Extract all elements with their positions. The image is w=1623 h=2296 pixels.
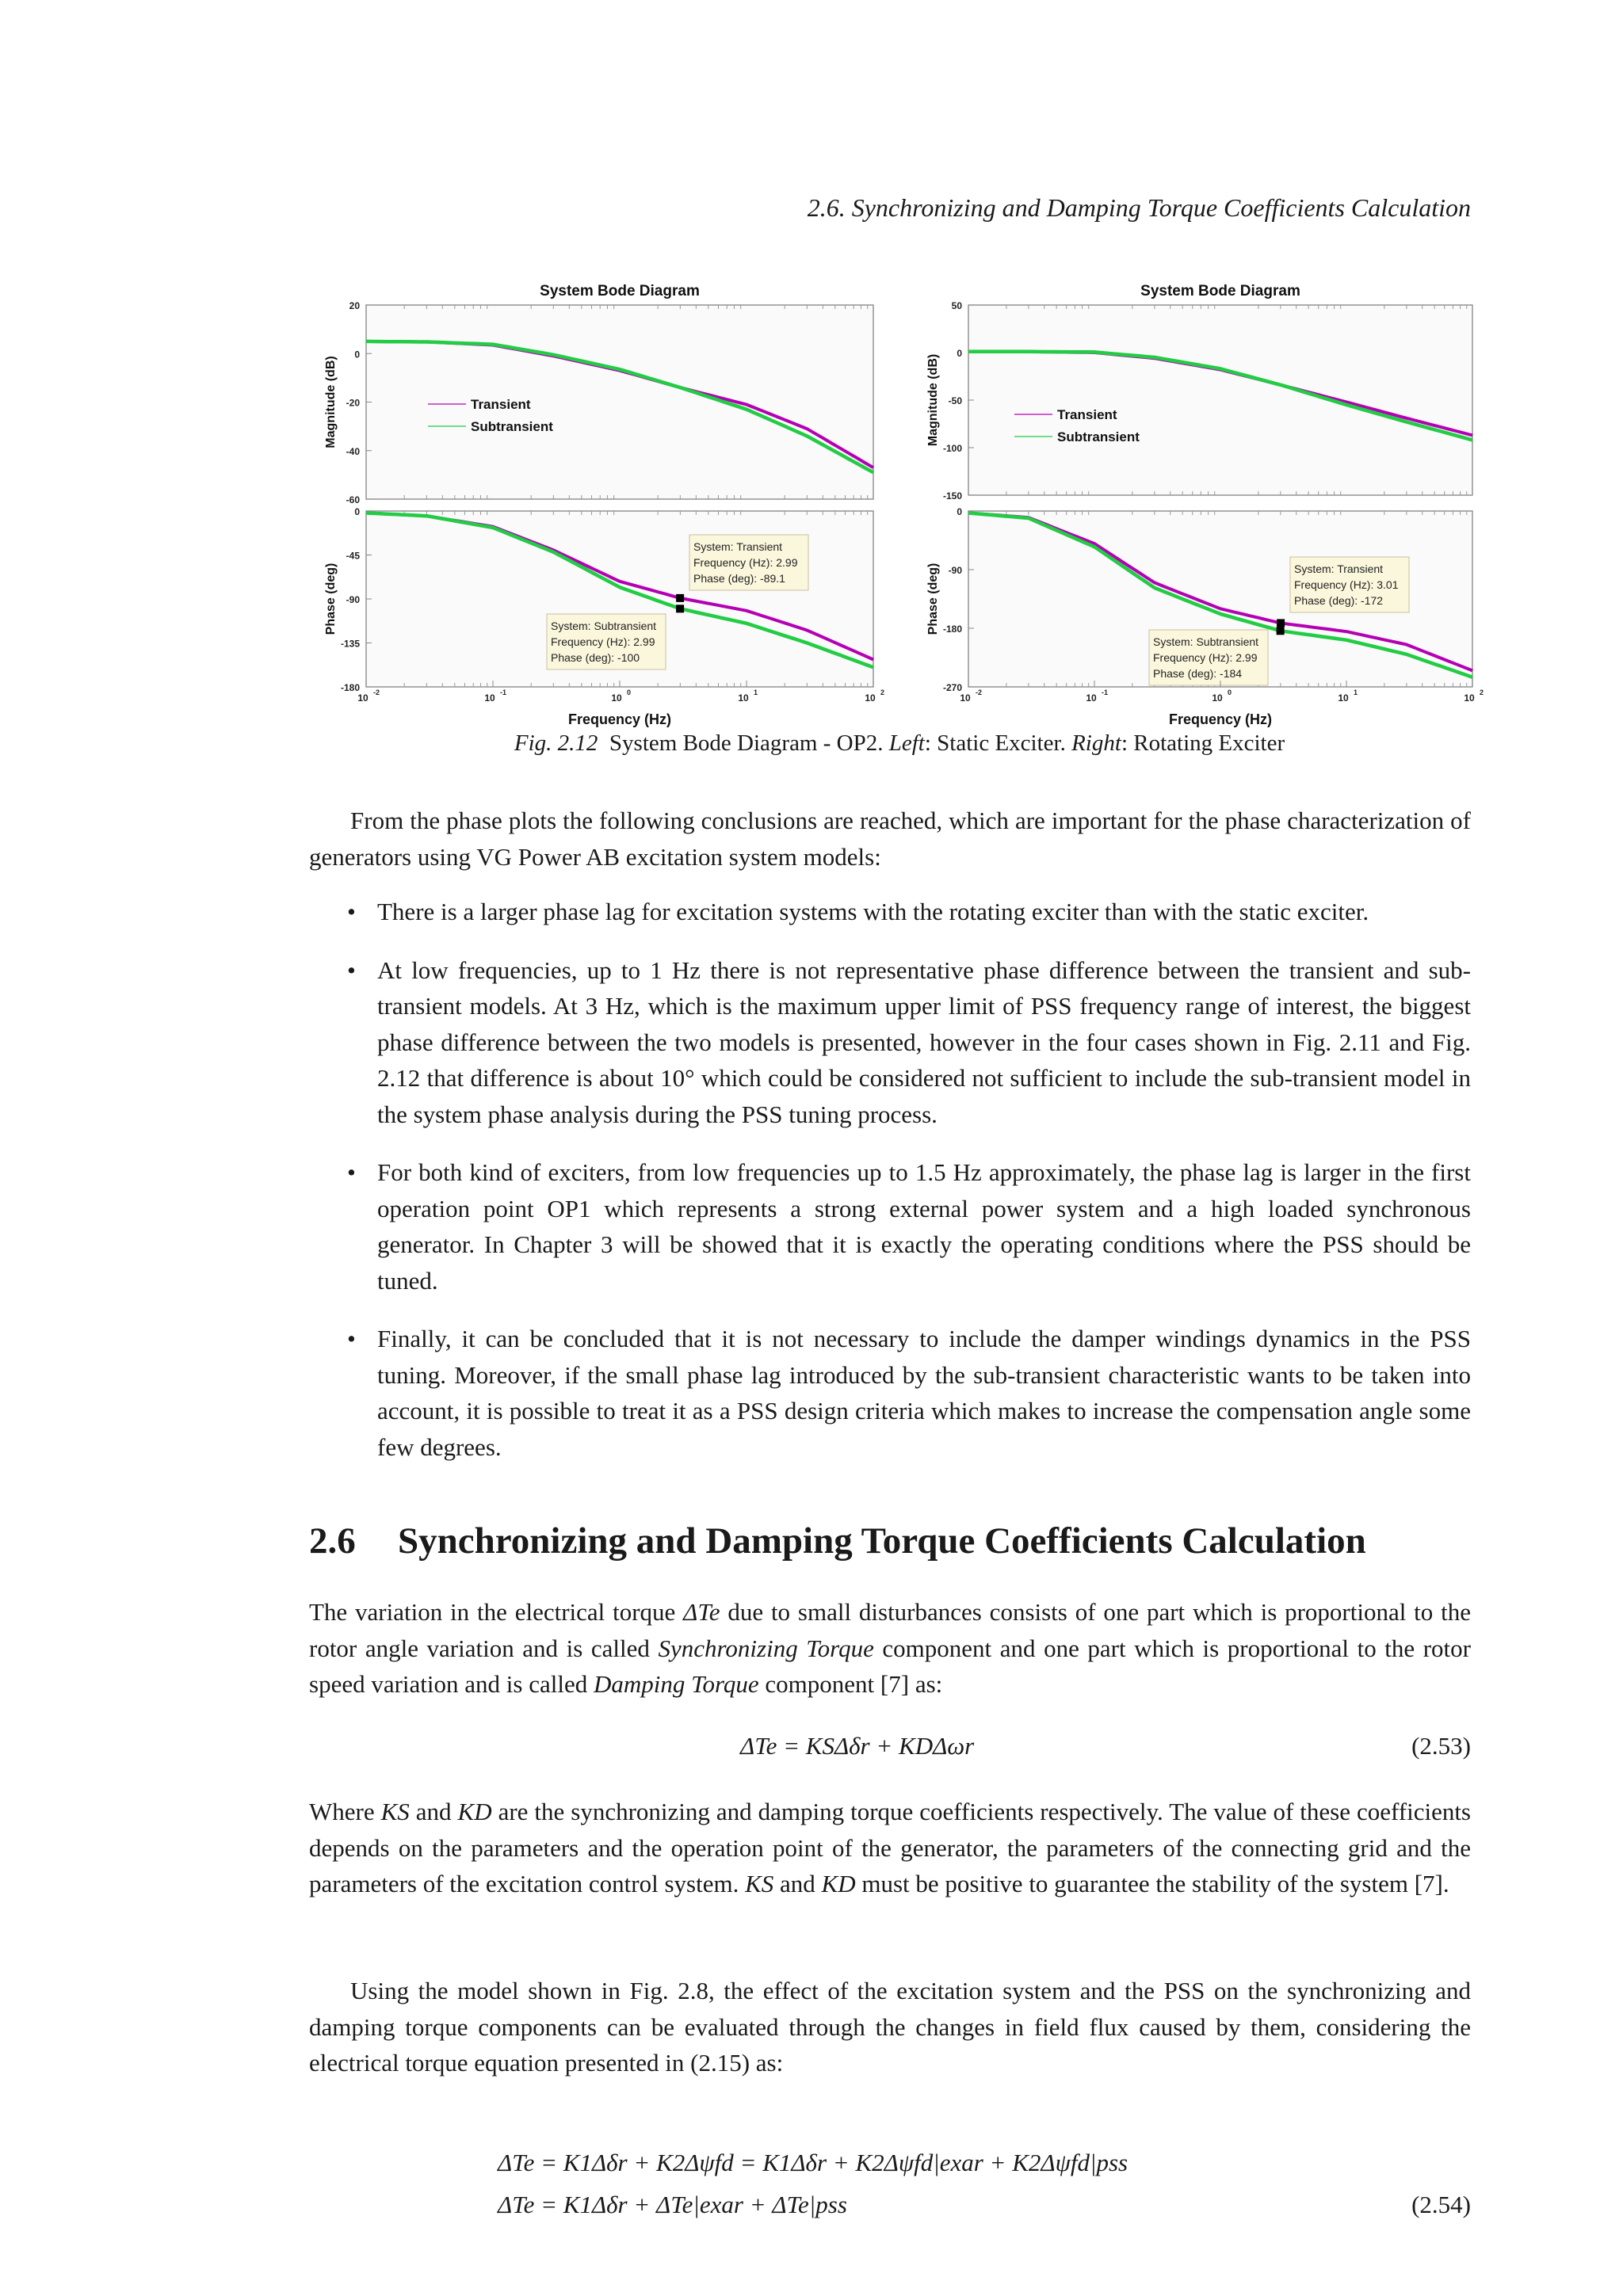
x-tick-label: 10 — [611, 692, 622, 704]
y-tick-label: -90 — [948, 565, 962, 576]
section-heading — [309, 1520, 1366, 1562]
list-item-text: There is a larger phase lag for excitation systems with the rotating exciter than with the static exciter. — [377, 898, 1369, 925]
datatip-text: System: Transient — [693, 540, 783, 553]
x-tick-label: 10 — [738, 692, 749, 704]
caption-text-2: : Static Exciter. — [924, 730, 1066, 756]
math-ks: KS — [745, 1870, 774, 1897]
legend-label: Transient — [471, 397, 531, 412]
y-axis-label: Magnitude (dB) — [324, 356, 338, 448]
text-run: The variation in the electrical torque — [309, 1598, 684, 1626]
datatip-text: Phase (deg): -100 — [551, 651, 640, 664]
x-tick-exponent: 2 — [880, 688, 885, 696]
chart-title: System Bode Diagram — [1140, 283, 1300, 299]
caption-label: Fig. 2.12 — [514, 730, 598, 756]
y-axis-label: Phase (deg) — [324, 563, 338, 635]
caption-left: Left — [888, 730, 925, 756]
term-damping-torque: Damping Torque — [593, 1670, 759, 1698]
caption-text-1: System Bode Diagram - OP2. — [609, 730, 884, 756]
math-ks: KS — [380, 1798, 410, 1825]
math-delta-te: ΔTe — [683, 1598, 720, 1626]
figure-caption — [309, 730, 1490, 757]
y-tick-label: 0 — [354, 349, 360, 360]
legend-label: Subtransient — [1057, 429, 1140, 444]
text-run: must be positive to guarantee the stability of the system [7]. — [855, 1870, 1449, 1897]
datatip-text: Phase (deg): -172 — [1294, 594, 1384, 607]
y-tick-label: -40 — [346, 445, 360, 457]
x-tick-label: 10 — [1338, 692, 1349, 704]
y-tick-label: -180 — [942, 624, 962, 635]
equation-number: (2.53) — [1411, 1732, 1471, 1760]
y-tick-label: -270 — [942, 682, 962, 693]
y-tick-label: -20 — [346, 397, 360, 409]
paragraph-torque-intro — [309, 1594, 1471, 1703]
datatip-marker — [676, 594, 684, 602]
paragraph-model-text: Using the model shown in Fig. 2.8, the effect of the excitation system and the PSS on the synchronizing and damping torque components can be evaluated through the changes in field flux caused by them, considering the electrical torque equation presented in (2.15) as: — [309, 1977, 1471, 2077]
equation-2-54 — [309, 2149, 1471, 2228]
term-synchronizing-torque: Synchronizing Torque — [658, 1634, 874, 1662]
equation-line-1: ΔTe = K1Δδr + K2Δψfd = K1Δδr + K2Δψfd|exar + K2Δψfd|pss — [498, 2149, 1128, 2176]
datatip-text: Frequency (Hz): 2.99 — [551, 635, 655, 648]
text-run: are the synchronizing and damping torque coefficients respectively. The value of these coefficients depends on the parameters and the operation point of the generator, the parameters of the connecting grid and the parameters of the excitation control system. — [309, 1798, 1471, 1897]
x-tick-label: 10 — [1086, 692, 1097, 704]
list-item-text: At low frequencies, up to 1 Hz there is not representative phase difference between the transient and sub-transient models. At 3 Hz, which is the maximum upper limit of PSS frequency range of interest, the biggest phase difference between the two models is presented, however in the four cases shown in Fig. 2.11 and Fig. 2.12 that difference is about 10° which could be considered not sufficient to include the sub-transient model in the system phase analysis during the PSS tuning process. — [377, 955, 1471, 1128]
x-tick-exponent: -1 — [1102, 688, 1109, 696]
paragraph-conclusions-text: From the phase plots the following conclusions are reached, which are important for the phase characterization of generators using VG Power AB excitation system models: — [309, 807, 1471, 871]
y-tick-label: -180 — [340, 682, 360, 693]
text-run: due to small disturbances consists of one part which is proportional to the rotor angle variation and is called — [309, 1598, 1471, 1662]
y-tick-label: -100 — [942, 443, 962, 454]
magnitude-axes — [366, 305, 873, 499]
x-tick-label: 10 — [484, 692, 495, 704]
list-item-text: For both kind of exciters, from low frequencies up to 1.5 Hz approximately, the phase lag is larger in the first operation point OP1 which represents a strong external power system and a high loaded synchronous generator. In Chapter 3 will be showed that it is exactly the operating conditions where the PSS should be tuned. — [377, 1158, 1471, 1295]
conclusion-list — [309, 894, 1471, 1487]
equation-line-2: ΔTe = K1Δδr + ΔTe|exar + ΔTe|pss — [498, 2191, 847, 2218]
x-tick-exponent: 2 — [1480, 688, 1484, 696]
y-tick-label: 50 — [951, 300, 962, 311]
y-tick-label: -60 — [346, 494, 360, 505]
y-tick-label: -150 — [942, 490, 962, 502]
list-item: • For both kind of exciters, from low frequencies up to 1.5 Hz approximately, the phase lag is larger in the first operation point OP1 which represents a strong external power system and a high loaded synchronous generator. In Chapter 3 will be showed that it is exactly the operating conditions where the PSS should be tuned. — [347, 1158, 1471, 1295]
x-tick-label: 10 — [960, 692, 971, 704]
y-tick-label: -45 — [346, 550, 360, 562]
x-tick-exponent: 1 — [754, 688, 758, 696]
datatip-text: System: Transient — [1294, 563, 1384, 575]
x-tick-exponent: -2 — [373, 688, 380, 696]
x-tick-exponent: 0 — [1228, 688, 1232, 696]
y-axis-label: Phase (deg) — [926, 563, 940, 635]
paragraph-coefficients — [309, 1794, 1471, 1902]
equation-number: (2.54) — [1411, 2191, 1471, 2218]
legend-label: Subtransient — [471, 419, 553, 434]
equation-body: ΔTe = KSΔδr + KDΔωr — [740, 1732, 975, 1760]
y-axis-label: Magnitude (dB) — [926, 353, 940, 447]
x-axis-label: Frequency (Hz) — [567, 711, 672, 727]
list-item: • There is a larger phase lag for excitation systems with the rotating exciter than with the static exciter. — [347, 898, 1369, 925]
x-tick-exponent: 0 — [627, 688, 632, 696]
y-tick-label: -50 — [948, 395, 962, 406]
section-title-text: Synchronizing and Damping Torque Coefficients Calculation — [398, 1520, 1366, 1562]
datatip-text: Phase (deg): -89.1 — [693, 572, 785, 585]
y-tick-label: 0 — [354, 506, 360, 517]
x-axis-label: Frequency (Hz) — [1168, 711, 1273, 727]
datatip-text: System: Subtransient — [1153, 635, 1259, 648]
bode-plots-svg — [317, 273, 1490, 725]
datatip-text: System: Subtransient — [551, 620, 657, 632]
x-tick-exponent: 1 — [1354, 688, 1358, 696]
legend-label: Transient — [1057, 407, 1117, 422]
bode-figure — [317, 273, 1490, 725]
text-run: Where — [309, 1798, 381, 1825]
y-tick-label: 20 — [349, 300, 360, 311]
equation-2-53 — [309, 1732, 1471, 1764]
chart-title: System Bode Diagram — [540, 283, 700, 299]
datatip-text: Frequency (Hz): 2.99 — [693, 556, 798, 569]
math-kd: KD — [821, 1870, 856, 1897]
x-tick-label: 10 — [865, 692, 876, 704]
datatip-text: Frequency (Hz): 2.99 — [1153, 651, 1258, 664]
list-item: • Finally, it can be concluded that it is not necessary to include the damper windings dynamics in the PSS tuning. Moreover, if the small phase lag introduced by the sub-transient characteristic wants to be taken into account, it is possible to treat it as a PSS design criteria which makes to increase the compensation angle some few degrees. — [347, 1325, 1471, 1461]
list-item: • At low frequencies, up to 1 Hz there is not representative phase difference between the transient and sub-transient models. At 3 Hz, which is the maximum upper limit of PSS frequency range of interest, the biggest phase difference between the two models is presented, however in the four cases shown in Fig. 2.11 and Fig. 2.12 that difference is about 10° which could be considered not sufficient to include the sub-transient model in the system phase analysis during the PSS tuning process. — [347, 955, 1471, 1128]
y-tick-label: 0 — [957, 506, 962, 517]
y-tick-label: -90 — [346, 594, 360, 605]
text-run: and — [409, 1798, 458, 1825]
datatip-text: Phase (deg): -184 — [1153, 667, 1243, 680]
math-kd: KD — [457, 1798, 492, 1825]
text-run: and — [773, 1870, 822, 1897]
list-item-text: Finally, it can be concluded that it is not necessary to include the damper windings dynamics in the PSS tuning. Moreover, if the small phase lag introduced by the sub-transient characteristic wants to be taken into account, it is possible to treat it as a PSS design criteria which makes to increase the compensation angle some few degrees. — [377, 1325, 1471, 1461]
x-tick-exponent: -1 — [500, 688, 507, 696]
paragraph-model — [309, 1973, 1471, 2081]
datatip-marker — [1277, 627, 1285, 635]
text-run: component and one part which is proportional to the rotor speed variation and is called — [309, 1634, 1471, 1698]
x-tick-label: 10 — [1464, 692, 1475, 704]
y-tick-label: -135 — [340, 638, 360, 650]
y-tick-label: 0 — [957, 348, 962, 359]
caption-right: Right — [1071, 730, 1121, 756]
text-run: component [7] as: — [758, 1670, 943, 1698]
datatip-marker — [1277, 619, 1285, 627]
running-header: 2.6. Synchronizing and Damping Torque Coefficients Calculation — [807, 193, 1471, 222]
section-number: 2.6 — [309, 1520, 356, 1562]
datatip-marker — [676, 605, 684, 612]
x-tick-label: 10 — [1212, 692, 1223, 704]
paragraph-conclusions — [309, 803, 1471, 875]
x-tick-exponent: -2 — [976, 688, 983, 696]
x-tick-label: 10 — [357, 692, 369, 704]
magnitude-axes — [968, 305, 1472, 495]
datatip-text: Frequency (Hz): 3.01 — [1294, 578, 1399, 591]
caption-text-3: : Rotating Exciter — [1121, 730, 1285, 756]
